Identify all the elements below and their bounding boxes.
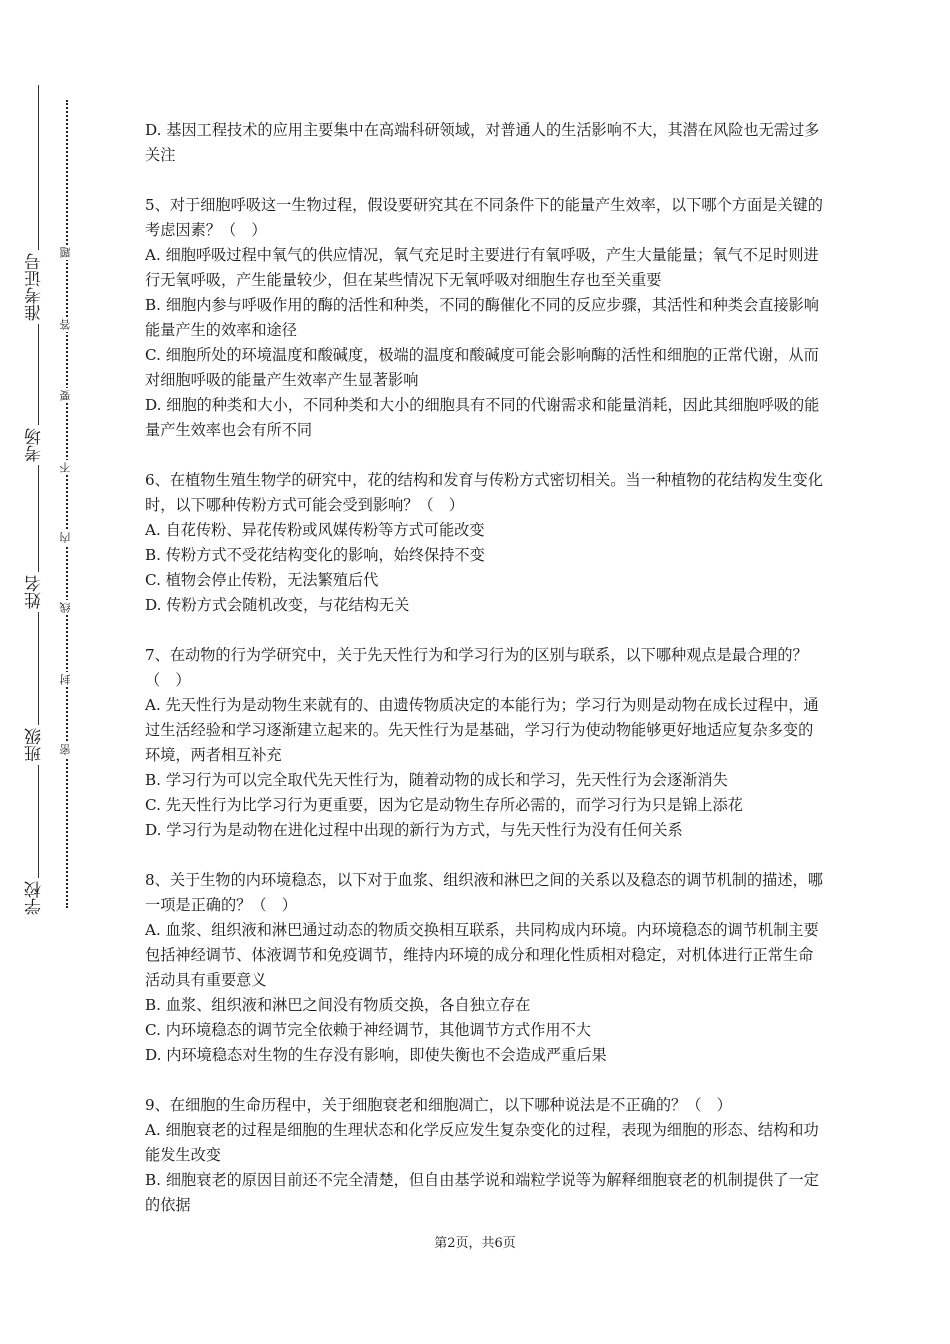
option-d: D. 细胞的种类和大小，不同种类和大小的细胞具有不同的代谢需求和能量消耗，因此其细胞呼吸的能量产生效率也会有所不同 <box>145 396 820 439</box>
option-a: A. 先天性行为是动物生来就有的、由遗传物质决定的本能行为；学习行为则是动物在成长过程中，通过生活经验和学习逐渐建立起来的。先天性行为是基础，学习行为使动物能够更好地适应复杂多变的环境，两者相互补充 <box>145 696 819 764</box>
option-c: C. 内环境稳态的调节完全依赖于神经调节，其他调节方式作用不大 <box>145 1021 591 1039</box>
option-c: C. 细胞所处的环境温度和酸碱度，极端的温度和酸碱度可能会影响酶的活性和细胞的正常代谢，从而对细胞呼吸的能量产生效率产生显著影响 <box>145 346 819 389</box>
option-c: C. 先天性行为比学习行为更重要，因为它是动物生存所必需的，而学习行为只是锦上添花 <box>145 796 743 814</box>
seal-char: 题 <box>59 247 72 258</box>
exam-number-label: 准考证号 <box>22 250 48 324</box>
question-7 <box>145 643 825 843</box>
option-b: B. 传粉方式不受花结构变化的影响，始终保持不变 <box>145 546 485 564</box>
margin-rule <box>38 85 39 900</box>
seal-dotted-line <box>66 100 68 908</box>
class-label: 班级 <box>22 725 48 765</box>
option-d: D. 传粉方式会随机改变，与花结构无关 <box>145 596 410 614</box>
seal-char: 内 <box>59 532 72 543</box>
option-c: C. 植物会停止传粉，无法繁殖后代 <box>145 571 379 589</box>
option-b: B. 血浆、组织液和淋巴之间没有物质交换，各自独立存在 <box>145 996 531 1014</box>
name-label: 姓名 <box>22 572 48 612</box>
question-9 <box>145 1093 825 1218</box>
option-d: D. 内环境稳态对生物的生存没有影响，即使失衡也不会造成严重后果 <box>145 1046 607 1064</box>
option-b: B. 细胞衰老的原因目前还不完全清楚，但自由基学说和端粒学说等为解释细胞衰老的机制提供了一定的依据 <box>145 1171 819 1214</box>
option-b: B. 学习行为可以完全取代先天性行为，随着动物的成长和学习，先天性行为会逐渐消失 <box>145 771 728 789</box>
seal-char: 答 <box>59 319 72 330</box>
option-b: B. 细胞内参与呼吸作用的酶的活性和种类，不同的酶催化不同的反应步骤，其活性和种类会直接影响能量产生的效率和途径 <box>145 296 819 339</box>
option-a: A. 血浆、组织液和淋巴通过动态的物质交换相互联系，共同构成内环境。内环境稳态的调节机制主要包括神经调节、体液调节和免疫调节，维持内环境的成分和理化性质相对稳定，对机体进行正常生命活动具有重要意义 <box>145 921 819 989</box>
question-6 <box>145 468 825 618</box>
page-number: 第2页，共6页 <box>434 1236 516 1251</box>
option-d: D. 学习行为是动物在进化过程中出现的新行为方式，与先天性行为没有任何关系 <box>145 821 683 839</box>
option-d: D. 基因工程技术的应用主要集中在高端科研领域，对普通人的生活影响不大，其潜在风险也无需过多关注 <box>145 121 820 164</box>
question-list <box>145 118 825 1218</box>
option-a: A. 细胞衰老的过程是细胞的生理状态和化学反应发生复杂变化的过程，表现为细胞的形态、结构和功能发生改变 <box>145 1121 819 1164</box>
seal-char: 密 <box>59 744 72 755</box>
question-stem: 7、在动物的行为学研究中，关于先天性行为和学习行为的区别与联系，以下哪种观点是最合理的？（ ） <box>145 646 808 689</box>
seal-char: 封 <box>59 674 72 685</box>
option-a: A. 细胞呼吸过程中氧气的供应情况，氧气充足时主要进行有氧呼吸，产生大量能量；氧气不足时则进行无氧呼吸，产生能量较少，但在某些情况下无氧呼吸对细胞生存也至关重要 <box>145 246 819 289</box>
option-a: A. 自花传粉、异花传粉或风媒传粉等方式可能改变 <box>145 521 485 539</box>
question-stem: 5、对于细胞呼吸这一生物过程，假设要研究其在不同条件下的能量产生效率，以下哪个方面是关键的考虑因素？（ ） <box>145 196 823 239</box>
exam-room-label: 考场 <box>22 425 48 465</box>
school-label: 学校 <box>22 878 48 918</box>
seal-char: 要 <box>59 390 72 401</box>
question-stem: 6、在植物生殖生物学的研究中，花的结构和发育与传粉方式密切相关。当一种植物的花结构发生变化时，以下哪种传粉方式可能会受到影响？（ ） <box>145 471 823 514</box>
question-5 <box>145 193 825 443</box>
seal-char: 不 <box>59 462 72 473</box>
question-stem: 8、关于生物的内环境稳态，以下对于血浆、组织液和淋巴之间的关系以及稳态的调节机制的描述，哪一项是正确的？（ ） <box>145 871 823 914</box>
question-stem: 9、在细胞的生命历程中，关于细胞衰老和细胞凋亡，以下哪种说法是不正确的？（ ） <box>145 1096 732 1114</box>
question-8 <box>145 868 825 1068</box>
seal-char: 线 <box>59 602 72 613</box>
question-4-continued <box>145 118 825 168</box>
binding-margin <box>0 0 120 1344</box>
